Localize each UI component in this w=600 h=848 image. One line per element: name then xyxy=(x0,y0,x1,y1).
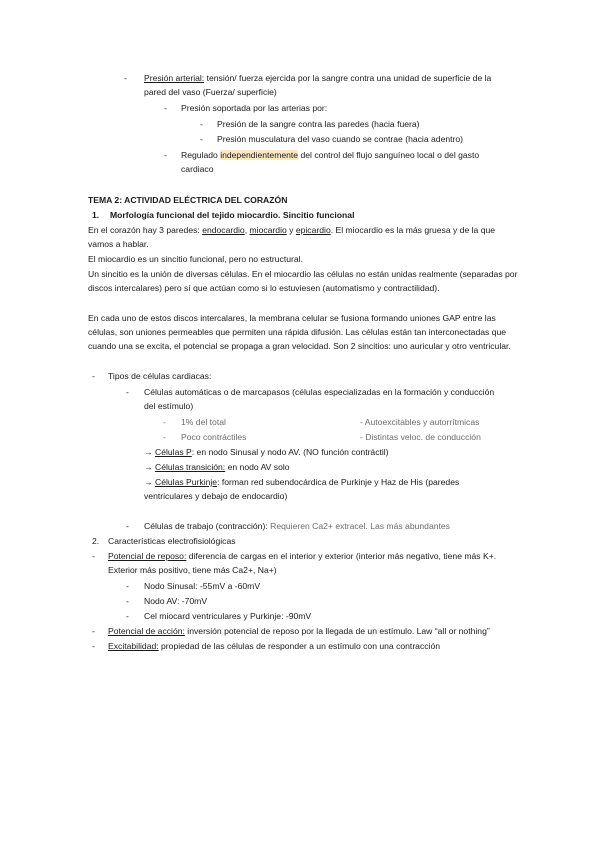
regulado-line xyxy=(181,149,479,162)
celulas-p-line xyxy=(144,446,389,459)
nodo-sinusal-line: Nodo Sinusal: -55mV a -60mV xyxy=(144,581,261,591)
bullet-marker: - xyxy=(200,119,203,129)
endocardio-term: endocardio xyxy=(202,225,245,235)
presion-arterial-def: tensión/ fuerza ejercida por la sangre contra una unidad de superficie de la xyxy=(204,73,492,83)
sincitio-funcional-line: El miocardio es un sincitio funcional, pero no estructural. xyxy=(88,254,303,264)
presion-arterial-term: Presión arterial: xyxy=(144,73,205,83)
regulado-line2: cardiaco xyxy=(181,164,214,174)
regulado-pre: Regulado xyxy=(181,150,221,160)
poco-contractiles: Poco contráctiles xyxy=(181,432,247,442)
bullet-marker: - xyxy=(126,521,129,531)
arrow-icon: → xyxy=(144,447,153,457)
potencial-reposo-text: diferencia de cargas en el interior y exterior (interior más negativo, tiene más K+. xyxy=(186,551,497,561)
bullet-marker: - xyxy=(126,596,129,606)
epicardio-term: epicardio xyxy=(295,225,331,235)
presion-soportada-line: Presión soportada por las arterias por: xyxy=(181,103,328,113)
excitabilidad-line xyxy=(108,640,440,653)
discos-line3: cuando una se excita, el potencial se propaga a gran velocidad. Son 2 sincitios: uno auricular y otro ventricular. xyxy=(88,341,511,351)
excitabilidad-term: Excitabilidad: xyxy=(108,641,159,651)
bullet-marker: - xyxy=(163,417,166,427)
bullet-marker: - xyxy=(92,626,95,636)
bullet-marker: - xyxy=(92,551,95,561)
celulas-purkinje-line xyxy=(144,476,459,489)
excitabilidad-text: propiedad de las células de responder a un estímulo con una contracción xyxy=(158,641,441,651)
presion-sangre-line: Presión de la sangre contra las paredes (hacia fuera) xyxy=(217,119,420,129)
presion-musculatura-line: Presión musculatura del vaso cuando se contrae (hacia adentro) xyxy=(217,134,464,144)
potencial-accion-text: inversión potencial de reposo por la llegada de un estímulo. Law “all or nothing” xyxy=(184,626,490,636)
arrow-icon: → xyxy=(144,477,153,487)
paredes-post: . El miocardio es la más gruesa y de la que xyxy=(330,225,496,235)
caracteristicas-heading: Características electrofisiológicas xyxy=(108,536,236,546)
nodo-av-line: Nodo AV: -70mV xyxy=(144,596,208,606)
potencial-accion-term: Potencial de acción: xyxy=(108,626,185,636)
bullet-marker: - xyxy=(124,73,127,83)
sincitio-def-line2: discos intercalares) pero sí que actúan como si lo estuviesen (automatismo y contractilidad). xyxy=(88,283,440,293)
cel-miocard-line: Cel miocard ventriculares y Purkinje: -90mV xyxy=(144,611,312,621)
bullet-marker: - xyxy=(92,641,95,651)
bullet-marker: - xyxy=(126,387,129,397)
total-pct: 1% del total xyxy=(181,417,226,427)
celulas-trabajo-text: Células de trabajo (contracción): xyxy=(144,521,271,531)
celulas-p-text: : en nodo Sinusal y nodo AV. (NO función contráctil) xyxy=(191,447,389,457)
potencial-reposo-line2: Exterior más positivo, tiene más Ca2+, Na+) xyxy=(108,565,277,575)
regulado-post: del control del flujo sanguíneo local o del gasto xyxy=(298,150,480,160)
potencial-accion-line xyxy=(108,625,490,638)
celulas-p-term: Células P xyxy=(154,447,192,457)
bullet-marker: - xyxy=(164,103,167,113)
discos-line1: En cada uno de estos discos intercalares, la membrana celular se fusiona formando uniones GAP entre las xyxy=(88,313,496,323)
sep: , xyxy=(244,225,250,235)
bullet-marker: - xyxy=(200,134,203,144)
discos-line2: células, son uniones permeables que permiten una rápida difusión. Las células están tan interconectadas que xyxy=(88,327,507,337)
paredes-pre: En el corazón hay 3 paredes: xyxy=(88,225,203,235)
automaticas-line1: Células automáticas o de marcapasos (células especializadas en la formación y conducción xyxy=(144,387,495,397)
sep: y xyxy=(286,225,296,235)
celulas-purkinje-line2: ventriculares y debajo de endocardio) xyxy=(144,491,288,501)
celulas-purkinje-term: Células Purkinje xyxy=(154,477,218,487)
independientemente-highlight: independientemente xyxy=(220,150,299,160)
celulas-transicion-text: en nodo AV solo xyxy=(225,462,290,472)
celulas-purkinje-text: : forman red subendocárdica de Purkinje y Haz de His (paredes xyxy=(217,477,460,487)
bullet-marker: - xyxy=(92,371,95,381)
celulas-transicion-term: Células transición: xyxy=(154,462,226,472)
distintas-veloc: - Distintas veloc. de conducción xyxy=(360,432,481,442)
bullet-marker: - xyxy=(126,611,129,621)
presion-arterial-line xyxy=(144,72,491,85)
morfologia-heading: Morfología funcional del tejido miocardio. Sincitio funcional xyxy=(110,210,355,220)
potencial-reposo-term: Potencial de reposo: xyxy=(108,551,187,561)
autoexcitables: - Autoexcitables y autorrítmicas xyxy=(360,417,480,427)
celulas-trabajo-note: Requieren Ca2+ extracel. Las más abundantes xyxy=(270,521,450,531)
automaticas-line2: del estímulo) xyxy=(144,401,194,411)
paredes-line xyxy=(88,224,495,237)
bullet-marker: - xyxy=(126,581,129,591)
tipos-title: Tipos de células cardiacas: xyxy=(108,371,212,381)
sincitio-def-line1: Un sincitio es la unión de diversas células. En el miocardio las células no están unidas realmente (separadas por xyxy=(88,269,518,279)
celulas-transicion-line xyxy=(144,461,290,474)
arrow-icon: → xyxy=(144,462,153,472)
heading-number: 2. xyxy=(92,536,100,546)
potencial-reposo-line xyxy=(108,550,496,563)
tema2-title: TEMA 2: ACTIVIDAD ELÉCTRICA DEL CORAZÓN xyxy=(88,195,288,205)
presion-arterial-line2: pared del vaso (Fuerza/ superficie) xyxy=(144,87,277,97)
miocardio-term: miocardio xyxy=(249,225,287,235)
paredes-line2: vamos a hablar. xyxy=(88,239,149,249)
bullet-marker: - xyxy=(164,150,167,160)
celulas-trabajo-line xyxy=(144,520,450,533)
bullet-marker: - xyxy=(163,432,166,442)
heading-number: 1. xyxy=(92,210,100,220)
